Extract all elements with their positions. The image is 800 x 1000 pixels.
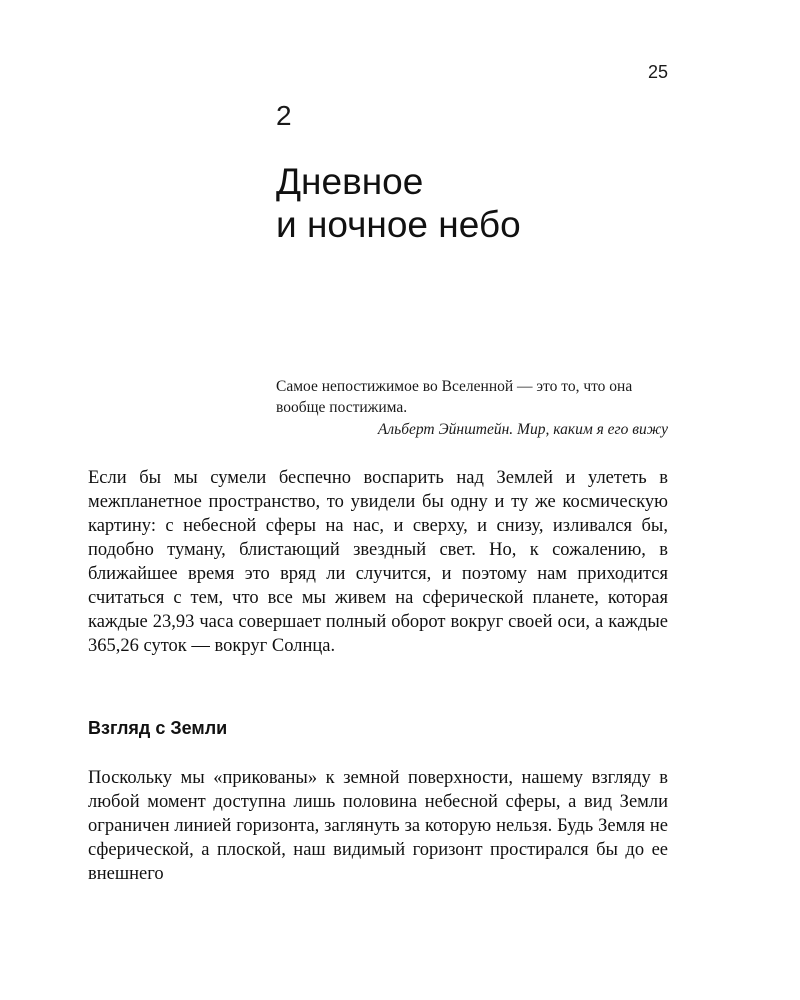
chapter-number: 2 [276,100,292,131]
epigraph-quote: Самое непостижимое во Вселенной — это то, что она вообще постижима. [276,378,633,416]
chapter-title-line-2: и ночное небо [276,204,521,245]
epigraph-source: Альберт Эйнштейн. Мир, каким я его вижу [377,421,668,438]
page-number: 25 [647,62,668,82]
epigraph [276,376,668,440]
chapter-title-line-1: Дневное [276,161,424,202]
chapter-title [276,160,521,246]
body-paragraph-2: Поскольку мы «прикованы» к земной поверхности, нашему взгляду в любой момент доступна лишь половина небесной сферы, а вид Земли ограничен линией горизонта, заглянуть за которую нельзя. Будь Земля не сферической, а плоской, наш видимый горизонт простирался бы до ее внешнего [88,768,668,884]
body-paragraph-1: Если бы мы сумели беспечно воспарить над Землей и улететь в межпланетное пространство, то увидели бы одну и ту же космическую картину: с небесной сферы на нас, и сверху, и снизу, изливался бы, подобно туману, блистающий звездный свет. Но, к сожалению, в ближайшее время это вряд ли случится, и поэтому нам приходится считаться с тем, что все мы живем на сферической планете, которая каждые 23,93 часа совершает полный оборот вокруг своей оси, а каждые 365,26 суток — вокруг Солнца. [88,468,668,656]
section-heading: Взгляд с Земли [88,718,228,738]
